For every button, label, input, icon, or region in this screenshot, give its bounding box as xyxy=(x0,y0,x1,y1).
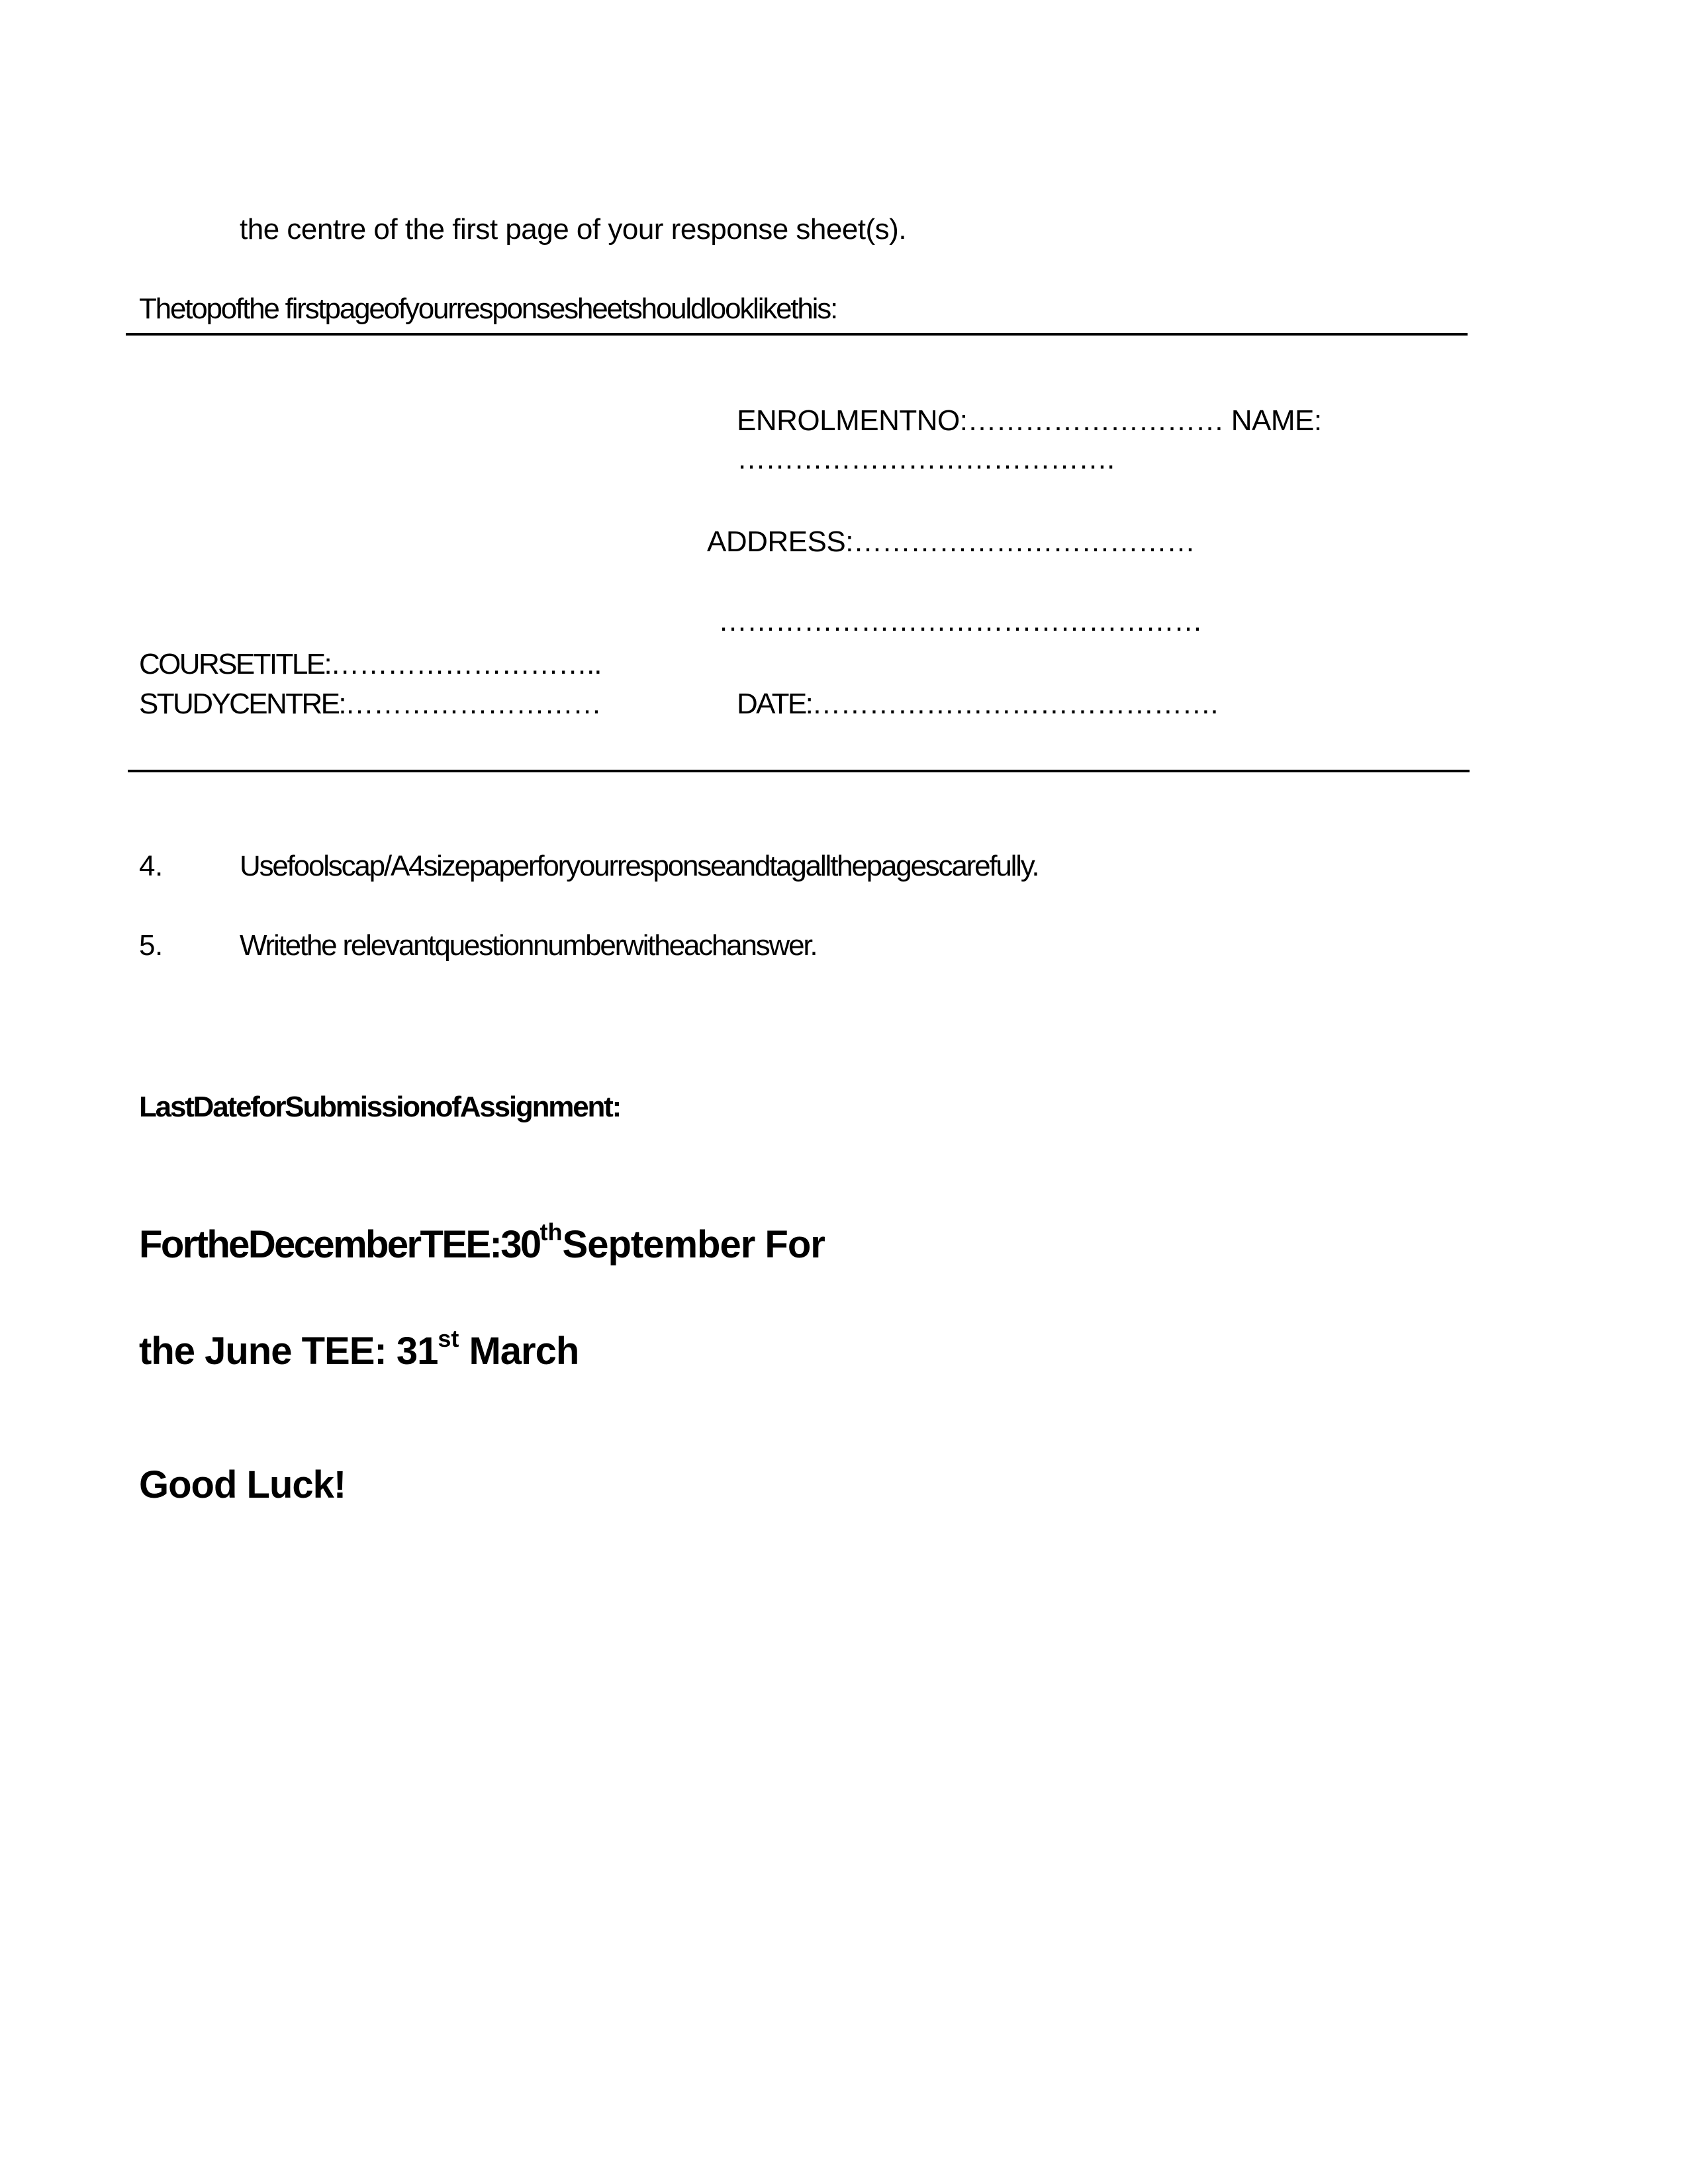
address-row xyxy=(707,527,1195,557)
closing-text: Good Luck! xyxy=(139,1463,346,1506)
list-item-text: Usefoolscap/A4sizepaperforyourresponseandtagallthepagescarefully. xyxy=(240,850,1039,882)
date-row xyxy=(737,690,1218,719)
enrolment-blank: ……………………… xyxy=(967,404,1231,437)
december-deadline-prefix: FortheDecemberTEE:30 xyxy=(139,1223,540,1266)
june-deadline-prefix: the June TEE: 31 xyxy=(139,1330,438,1373)
name-blank: …………………………………. xyxy=(737,443,1115,475)
june-deadline-rest: March xyxy=(459,1330,579,1373)
example-intro-text: Thetopofthe firstpageofyourresponsesheetshouldlooklikethis: xyxy=(139,293,837,325)
address-label: ADDRESS: xyxy=(707,525,853,558)
course-title-label: COURSETITLE: xyxy=(139,648,331,680)
address-blank: ……………………………… xyxy=(853,525,1195,558)
list-item-number: 4. xyxy=(139,850,163,882)
address-line2-blank: …………………………………………… xyxy=(718,605,1202,637)
study-centre-row xyxy=(139,690,601,719)
study-centre-blank: ……………………… xyxy=(345,688,602,720)
december-deadline-rest: September For xyxy=(562,1223,825,1266)
top-divider xyxy=(126,333,1468,336)
enrolment-name-row xyxy=(737,406,1322,435)
deadline-heading: LastDateforSubmissionofAssignment: xyxy=(139,1091,621,1123)
course-title-blank: ……………………….. xyxy=(330,648,602,680)
bottom-divider xyxy=(128,770,1470,772)
date-blank: ……………………………………. xyxy=(812,688,1218,720)
december-deadline xyxy=(139,1218,825,1266)
ordinal-suffix: th xyxy=(539,1218,563,1246)
continuation-text: the centre of the first page of your response sheet(s). xyxy=(240,213,907,246)
june-deadline xyxy=(139,1325,579,1373)
course-title-row xyxy=(139,650,602,679)
ordinal-suffix: st xyxy=(438,1325,459,1352)
date-label: DATE: xyxy=(737,688,812,720)
name-label: NAME: xyxy=(1231,404,1322,437)
list-item-text: Writethe relevantquestionnumberwitheachanswer. xyxy=(240,929,817,962)
study-centre-label: STUDYCENTRE: xyxy=(139,688,346,720)
enrolment-label: ENROLMENTNO: xyxy=(737,404,968,437)
list-item-number: 5. xyxy=(139,929,163,962)
